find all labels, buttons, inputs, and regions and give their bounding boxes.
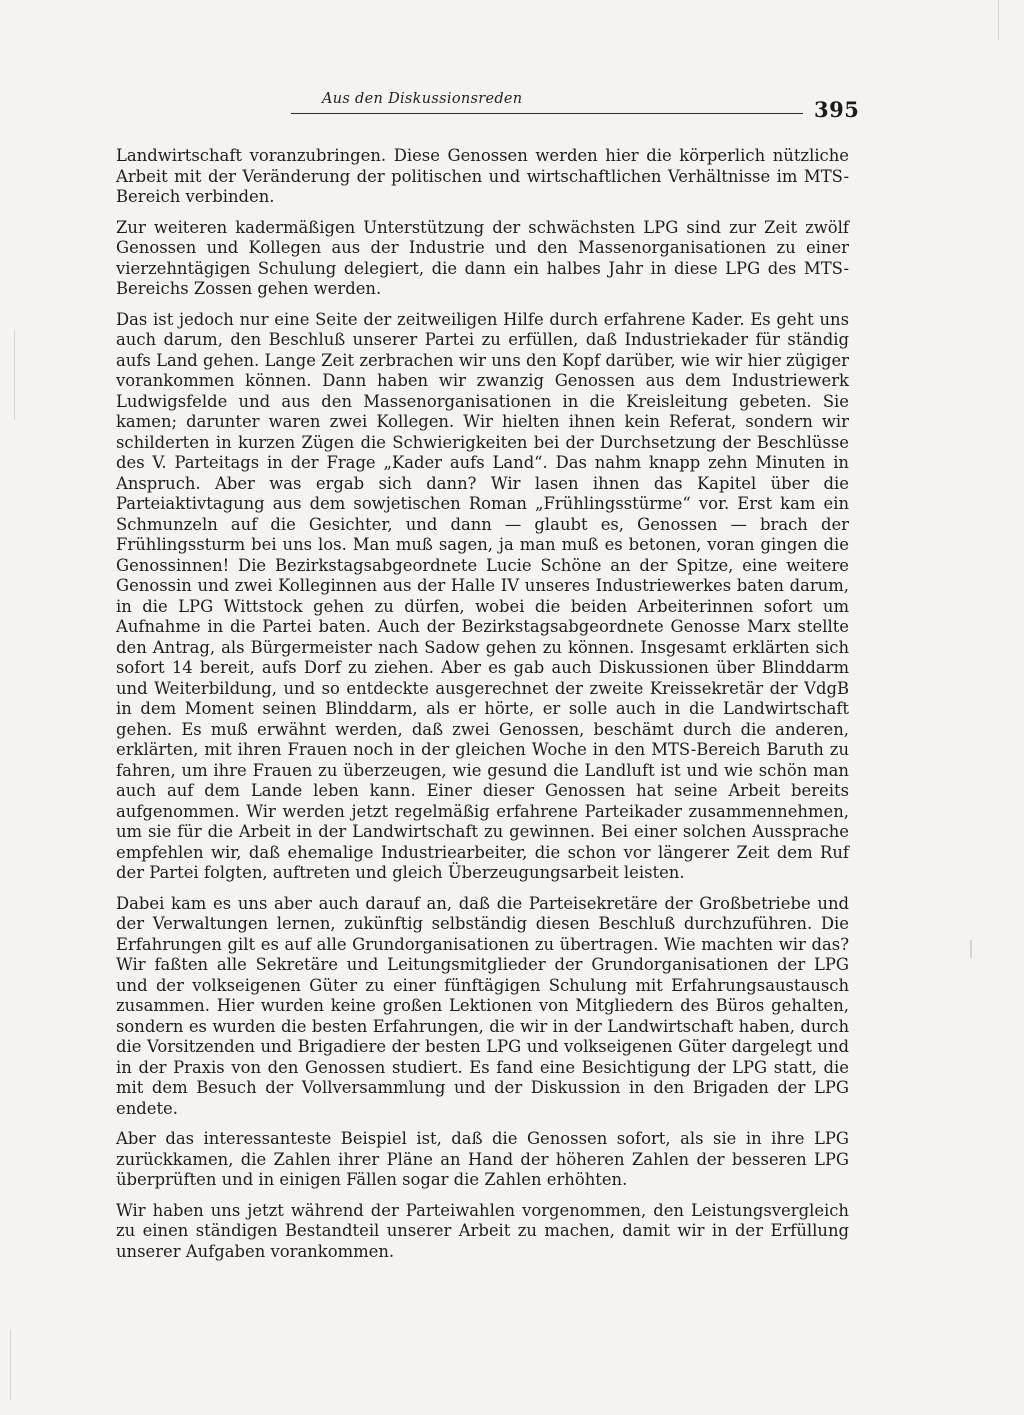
paragraph-2: Zur weiteren kadermäßigen Unterstützung der schwächsten LPG sind zur Zeit zwölf Genossen und Kollegen aus der Industrie und den Massenorganisationen zu einer vierzehntägigen Schulung delegiert, die dann ein halbes Jahr in diese LPG des MTS-Bereichs Zossen gehen werden. — [116, 217, 849, 298]
running-title: Aus den Diskussionsreden — [322, 91, 523, 107]
body-text — [116, 146, 849, 1272]
page-number: 395 — [814, 97, 860, 122]
scan-margin-mark — [10, 1330, 11, 1400]
scan-margin-mark — [14, 330, 15, 420]
paragraph-5: Aber das interessanteste Beispiel ist, daß die Genossen sofort, als sie in ihre LPG zurückkamen, die Zahlen ihrer Pläne an Hand der höheren Zahlen der besseren LPG überprüften und in einigen Fällen sogar die Zahlen erhöhten. — [116, 1129, 849, 1189]
scan-margin-mark — [998, 0, 999, 40]
paragraph-3: Das ist jedoch nur eine Seite der zeitweiligen Hilfe durch erfahrene Kader. Es geht uns auch darum, den Beschluß unserer Partei zu erfüllen, daß Industriekader für ständig aufs Land gehen. Lange Zeit zerbrachen wir uns den Kopf darüber, wie wir hier zügiger vorankommen können. Dann haben wir zwanzig Genossen aus dem Industriewerk Ludwigsfelde und aus den Massenorganisationen in die Kreisleitung gebeten. Sie kamen; darunter waren zwei Kollegen. Wir hielten ihnen kein Referat, sondern wir schilderten in kurzen Zügen die Schwierigkeiten bei der Durchsetzung der Beschlüsse des V. Parteitags in der Frage „Kader aufs Land“. Das nahm knapp zehn Minuten in Anspruch. Aber was ergab sich dann? Wir lasen ihnen das Kapitel über die Parteiaktivtagung aus dem sowjetischen Roman „Frühlingsstürme“ vor. Erst kam ein Schmunzeln auf die Gesichter, und dann — glaubt es, Genossen — brach der Frühlingssturm bei uns los. Man muß sagen, ja man muß es betonen, voran gingen die Genossinnen! Die Bezirkstagsabgeordnete Lucie Schöne an der Spitze, eine weitere Genossin und zwei Kolleginnen aus der Halle IV unseres Industriewerkes baten darum, in die LPG Wittstock gehen zu dürfen, wobei die beiden Arbeiterinnen sofort um Aufnahme in die Partei baten. Auch der Bezirkstagsabgeordnete Genosse Marx stellte den Antrag, als Bürgermeister nach Sadow gehen zu können. Insgesamt erklärten sich sofort 14 bereit, aufs Dorf zu ziehen. Aber es gab auch Diskussionen über Blinddarm und Weiterbildung, und so entdeckte ausgerechnet der zweite Kreissekretär der VdgB in dem Moment seinen Blinddarm, als er hörte, er solle auch in die Landwirtschaft gehen. Es muß erwähnt werden, daß zwei Genossen, beschämt durch die anderen, erklärten, mit ihren Frauen noch in der gleichen Woche in den MTS-Bereich Baruth zu fahren, um ihre Frauen zu überzeugen, wie gesund die Landluft ist und wie schön man auch auf dem Lande leben kann. Einer dieser Genossen hat seine Arbeit bereits aufgenommen. Wir werden jetzt regelmäßig erfahrene Parteikader zusammennehmen, um sie für die Arbeit in der Landwirtschaft zu gewinnen. Bei einer solchen Aussprache empfehlen wir, daß ehemalige Industriearbeiter, die schon vor längerer Zeit dem Ruf der Partei folgten, auftreten und gleich Überzeugungsarbeit leisten. — [116, 309, 849, 882]
running-header — [291, 89, 803, 114]
paragraph-6: Wir haben uns jetzt während der Parteiwahlen vorgenommen, den Leistungsvergleich zu einen ständigen Bestandteil unserer Arbeit zu machen, damit wir in der Erfüllung unserer Aufgaben vorankommen. — [116, 1200, 849, 1261]
paragraph-4: Dabei kam es uns aber auch darauf an, daß die Parteisekretäre der Großbetriebe und der Verwaltungen lernen, zukünftig selbständig diesen Beschluß durchzuführen. Die Erfahrungen gilt es auf alle Grundorganisationen zu übertragen. Wie machten wir das? Wir faßten alle Sekretäre und Leitungsmitglieder der Grundorganisationen der LPG und der volkseigenen Güter zu einer fünftägigen Schulung mit Erfahrungsaustausch zusammen. Hier wurden keine großen Lektionen von Mitgliedern des Büros gehalten, sondern es wurden die besten Erfahrungen, die wir in der Landwirtschaft haben, durch die Vorsitzenden und Brigadiere der besten LPG und volkseigenen Güter dargelegt und in der Praxis von den Genossen studiert. Es fand eine Besichtigung der LPG statt, die mit dem Besuch der Vollversammlung und der Diskussion in den Brigaden der LPG endete. — [116, 893, 849, 1118]
paragraph-1: Landwirtschaft voranzubringen. Diese Genossen werden hier die körperlich nützliche Arbeit mit der Veränderung der politischen und wirtschaftlichen Verhältnisse im MTS-Bereich verbinden. — [116, 146, 849, 206]
scan-margin-mark — [970, 940, 972, 958]
